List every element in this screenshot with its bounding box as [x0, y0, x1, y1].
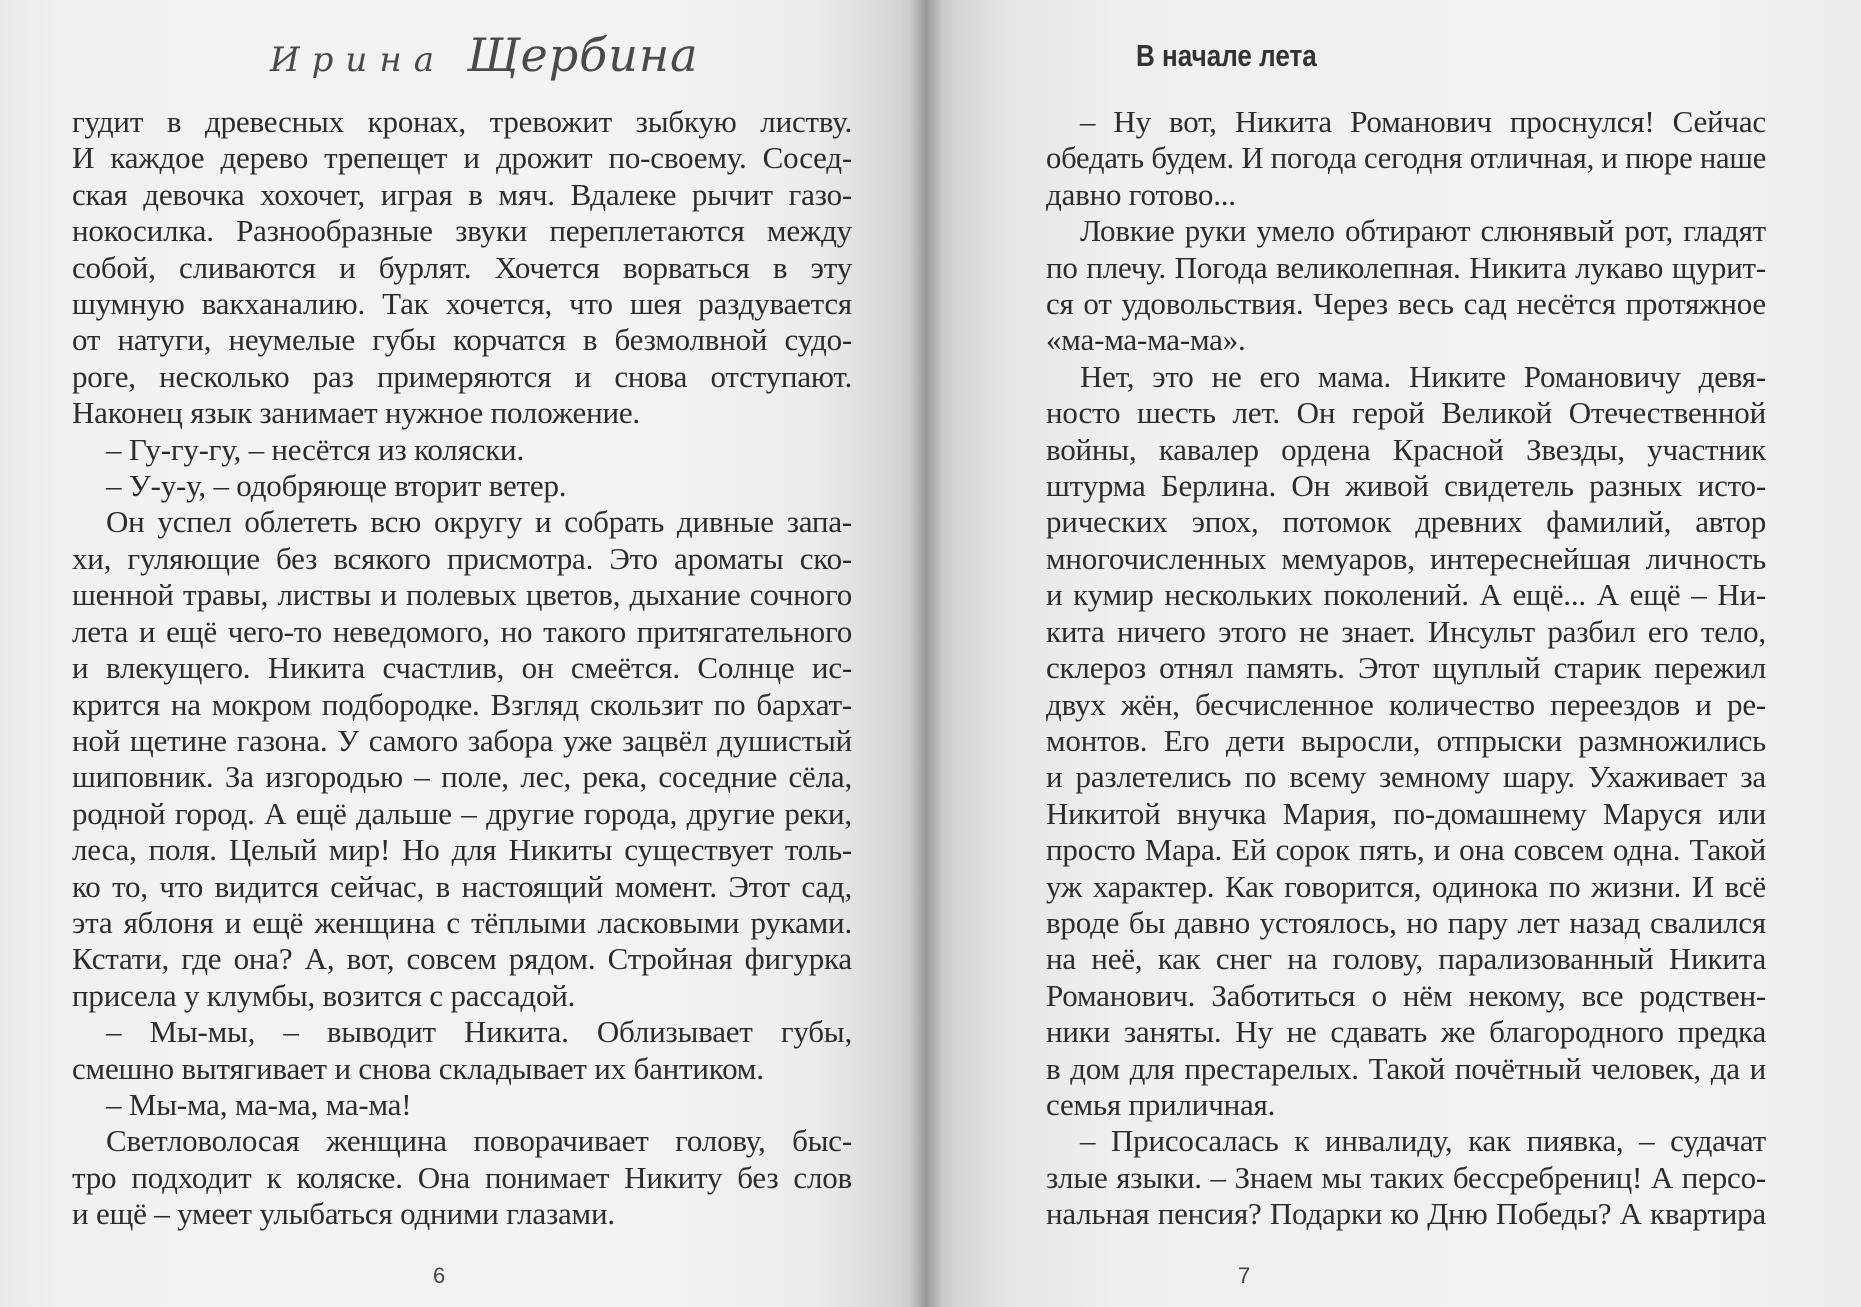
text-line: войны, кавалер ордена Красной Звезды, участник [1046, 431, 1766, 467]
text-line: гудит в древесных кронах, тревожит зыбкую листву. [72, 104, 852, 139]
text-line: нальная пенсия? Подарки ко Дню Победы? А квартира [1046, 1196, 1766, 1232]
text-line: – У-у-у, – одобряюще вторит ветер. [106, 468, 567, 504]
text-line: хи, гуляющие без всякого присмотра. Это ароматы ско- [72, 540, 852, 576]
text-line: на неё, как снег на голову, парализованный Никита [1046, 941, 1766, 977]
text-line: леса, поля. Целый мир! Но для Никиты существует толь- [72, 832, 852, 868]
text-line: уж характер. Как говорится, одинока по жизни. И всё [1046, 868, 1766, 904]
text-line: Он успел облететь всю округу и собрать дивные запа- [106, 504, 852, 540]
text-line: рических эпох, потомок древних фамилий, автор [1046, 504, 1766, 540]
right-page [926, 0, 1861, 1307]
text-line: собой, сливаются и бурлят. Хочется ворваться в эту [72, 249, 852, 285]
left-page [0, 0, 926, 1307]
text-line: склероз отнял память. Этот щуплый старик пережил [1046, 650, 1766, 686]
text-line: ся от удовольствия. Через весь сад несётся протяжное [1046, 286, 1766, 322]
running-header-author [270, 28, 699, 82]
text-line: Никитой внучка Мария, по-домашнему Маруся или [1046, 795, 1766, 831]
book-gutter [910, 0, 942, 1307]
text-line: монтов. Его дети выросли, отпрыски размножились [1046, 722, 1766, 758]
text-line: ной щетине газона. У самого забора уже зацвёл душистый [72, 722, 852, 758]
text-line: – Ну вот, Никита Романович проснулся! Сейчас [1080, 104, 1766, 139]
text-line: просто Мара. Ей сорок пять, и она совсем одна. Такой [1046, 832, 1766, 868]
text-line: по плечу. Погода великолепная. Никита лукаво щурит- [1046, 249, 1766, 285]
text-line: шиповник. За изгородью – поле, лес, река, соседние сёла, [72, 759, 852, 795]
text-line: ко то, что видится сейчас, в настоящий момент. Этот сад, [72, 868, 852, 904]
author-last-name: Щербина [466, 28, 699, 82]
right-page-body-text [1046, 104, 1766, 1233]
text-line: Светловолосая женщина поворачивает голову, быс- [106, 1123, 852, 1159]
text-line: двух жён, бесчисленное количество переездов и ре- [1046, 686, 1766, 722]
text-line: давно готово... [1046, 176, 1236, 212]
text-line: И каждое дерево трепещет и дрожит по-своему. Сосед- [72, 140, 852, 176]
text-line: от натуги, неумелые губы корчатся в безмолвной судо- [72, 322, 852, 358]
text-line: лета и ещё чего-то неведомого, но такого притягательного [72, 613, 852, 649]
text-line: Наконец язык занимает нужное положение. [72, 395, 640, 431]
text-line: Нет, это не его мама. Никите Романовичу девя- [1080, 358, 1766, 394]
text-line: и разлетелись по всему земному шару. Ухаживает за [1046, 759, 1766, 795]
running-header-title: В начале лета [1136, 38, 1317, 73]
text-line: в дом для престарелых. Такой почётный человек, да и [1046, 1050, 1766, 1086]
text-line: эта яблоня и ещё женщина с тёплыми ласковыми руками. [72, 904, 852, 940]
text-line: нокосилка. Разнообразные звуки переплетаются между [72, 213, 852, 249]
text-line: злые языки. – Знаем мы таких бессребрениц! А персо- [1046, 1159, 1766, 1195]
text-line: ники заняты. Ну не сдавать же благородного предка [1046, 1014, 1766, 1050]
text-line: – Присосалась к инвалиду, как пиявка, – судачат [1080, 1123, 1766, 1159]
text-line: – Мы-мы, – выводит Никита. Облизывает губы, [106, 1014, 852, 1050]
text-line: – Гу-гу-гу, – несётся из коляски. [106, 431, 525, 467]
text-line: Романович. Заботиться о нём некому, все родствен- [1046, 977, 1766, 1013]
left-page-body-text [72, 104, 852, 1233]
text-line: шенной травы, листвы и полевых цветов, дыхание сочного [72, 577, 852, 613]
text-line: и кумир нескольких поколений. А ещё... А ещё – Ни- [1046, 577, 1766, 613]
text-line: обедать будем. И погода сегодня отличная, и пюре наше [1046, 140, 1767, 176]
text-line: штурма Берлина. Он живой свидетель разных исто- [1046, 468, 1766, 504]
text-line: Кстати, где она? А, вот, совсем рядом. Стройная фигурка [72, 941, 852, 977]
text-line: кита ничего этого не знает. Инсульт разбил его тело, [1046, 613, 1766, 649]
page-number-right: 7 [1238, 1263, 1251, 1288]
text-line: – Мы-ма, ма-ма, ма-ма! [106, 1086, 412, 1122]
text-line: шумную вакханалию. Так хочется, что шея раздувается [72, 286, 852, 322]
text-line: многочисленных мемуаров, интереснейшая личность [1046, 540, 1766, 576]
text-line: носто шесть лет. Он герой Великой Отечественной [1046, 395, 1766, 431]
text-line: роге, несколько раз примеряются и снова отступают. [72, 358, 852, 394]
text-line: смешно вытягивает и снова складывает их бантиком. [72, 1050, 764, 1086]
text-line: Ловкие руки умело обтирают слюнявый рот, гладят [1080, 213, 1766, 249]
text-line: вроде бы давно устоялось, но пару лет назад свалился [1046, 904, 1766, 940]
text-line: тро подходит к коляске. Она понимает Никиту без слов [72, 1159, 852, 1195]
text-line: и ещё – умеет улыбаться одними глазами. [72, 1196, 615, 1232]
text-line: и влекущего. Никита счастлив, он смеётся. Солнце ис- [72, 650, 852, 686]
page-number-left: 6 [433, 1263, 446, 1288]
text-line: семья приличная. [1046, 1086, 1276, 1122]
text-line: ская девочка хохочет, играя в мяч. Вдалеке рычит газо- [72, 176, 852, 212]
text-line: «ма-ма-ма-ма». [1046, 322, 1246, 358]
text-line: присела у клумбы, возится с рассадой. [72, 977, 576, 1013]
text-line: крится на мокром подбородке. Взгляд скользит по бархат- [72, 686, 852, 722]
text-line: родной город. А ещё дальше – другие города, другие реки, [72, 795, 852, 831]
author-first-name: Ирина [270, 40, 446, 80]
